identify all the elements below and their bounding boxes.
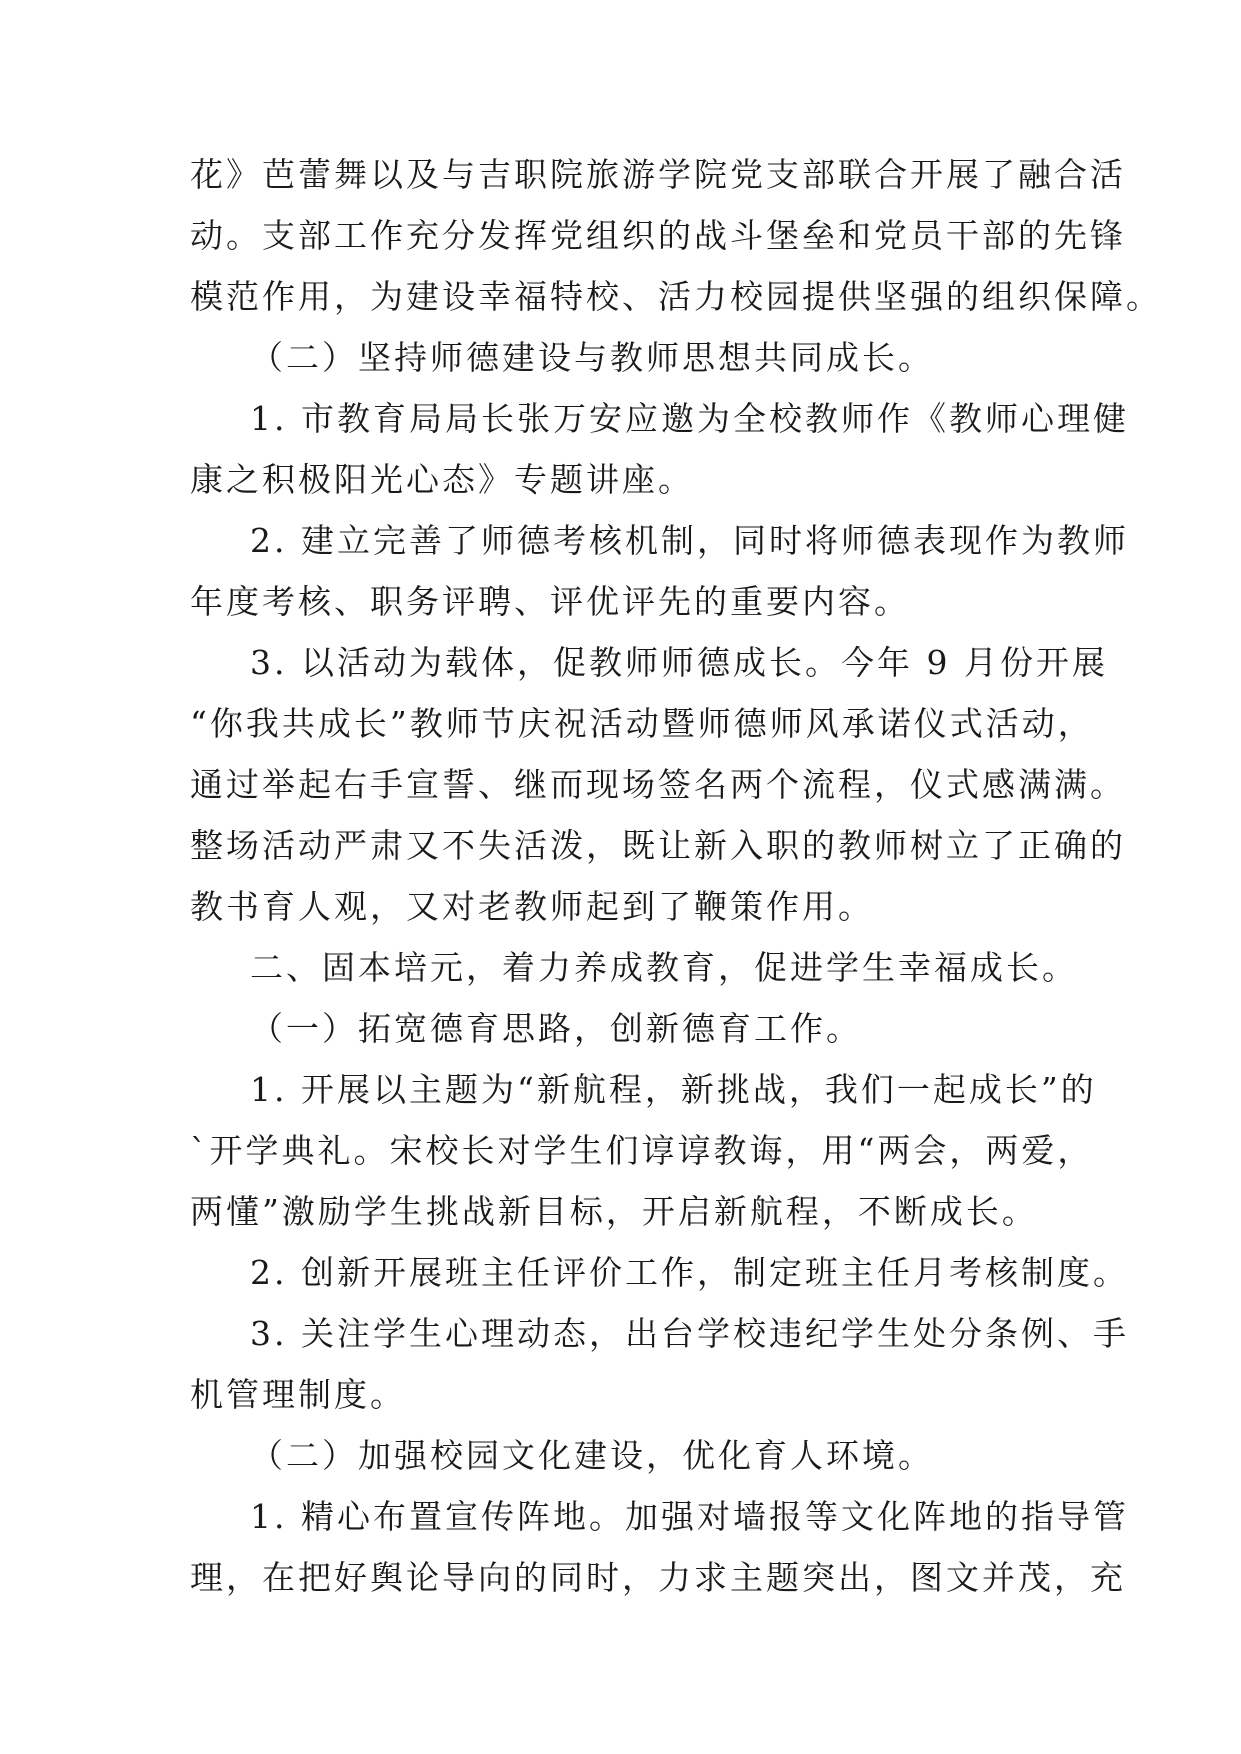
body-line: 机管理制度。: [190, 1375, 406, 1414]
body-line: 整场活动严肃又不失活泼，既让新入职的教师树立了正确的: [190, 826, 1126, 865]
section-heading: （一）拓宽德育思路，创新德育工作。: [250, 1009, 862, 1048]
body-line: 模范作用，为建设幸福特校、活力校园提供坚强的组织保障。: [190, 277, 1162, 316]
list-item-line: 2. 建立完善了师德考核机制，同时将师德表现作为教师: [250, 521, 1129, 560]
body-line: 花》芭蕾舞以及与吉职院旅游学院党支部联合开展了融合活: [190, 155, 1126, 194]
body-line: `开学典礼。宋校长对学生们谆谆教诲，用“两会，两爱，: [190, 1131, 1094, 1170]
body-line: “你我共成长”教师节庆祝活动暨师德师风承诺仪式活动，: [190, 704, 1094, 743]
body-line: 动。支部工作充分发挥党组织的战斗堡垒和党员干部的先锋: [190, 216, 1126, 255]
body-line: 康之积极阳光心态》专题讲座。: [190, 460, 694, 499]
body-line: 理，在把好舆论导向的同时，力求主题突出，图文并茂，充: [190, 1558, 1126, 1597]
body-line: 教书育人观，又对老教师起到了鞭策作用。: [190, 887, 874, 926]
list-item-line: 1. 精心布置宣传阵地。加强对墙报等文化阵地的指导管: [250, 1497, 1129, 1536]
list-item-line: 3. 关注学生心理动态，出台学校违纪学生处分条例、手: [250, 1314, 1129, 1353]
list-item-line: 3. 以活动为载体，促教师师德成长。今年 9 月份开展: [250, 643, 1108, 682]
body-line: 年度考核、职务评聘、评优评先的重要内容。: [190, 582, 910, 621]
section-heading: 二、固本培元，着力养成教育，促进学生幸福成长。: [250, 948, 1078, 987]
body-line: 两懂”激励学生挑战新目标，开启新航程，不断成长。: [190, 1192, 1038, 1231]
body-line: 通过举起右手宣誓、继而现场签名两个流程，仪式感满满。: [190, 765, 1126, 804]
list-item-line: 1. 市教育局局长张万安应邀为全校教师作《教师心理健: [250, 399, 1129, 438]
list-item-line: 1. 开展以主题为“新航程，新挑战，我们一起成长”的: [250, 1070, 1097, 1109]
section-heading: （二）加强校园文化建设，优化育人环境。: [250, 1436, 934, 1475]
section-heading: （二）坚持师德建设与教师思想共同成长。: [250, 338, 934, 377]
list-item-line: 2. 创新开展班主任评价工作，制定班主任月考核制度。: [250, 1253, 1129, 1292]
